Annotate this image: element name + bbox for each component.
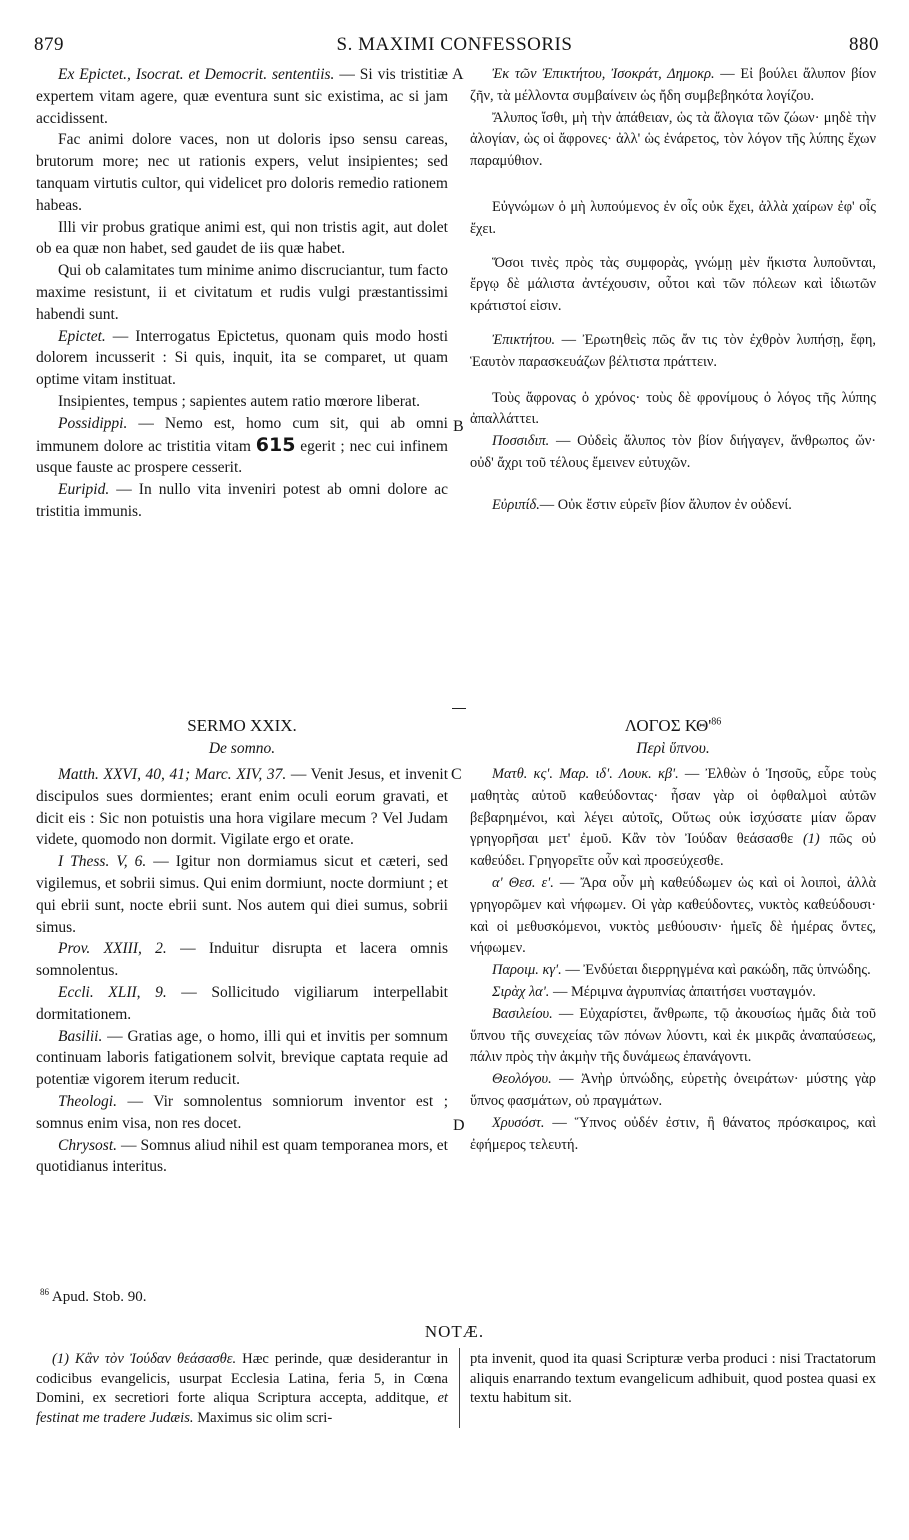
latin-paragraph: Qui ob calamitates tum minime animo discruciantur, tum facto maxime resistunt, ii et civitatum et rudis vulgi præstantissimi habendi sunt. — [36, 262, 448, 323]
latin-paragraph — [36, 64, 448, 129]
column-number: 615 — [255, 433, 296, 456]
note-right-column: pta invenit, quod ita quasi Scripturæ verba produci : nisi Tractatorum aliquis enarrando textum evangelicum adhibuit, quod postea quasi ex textu habitum sit. — [470, 1351, 876, 1406]
margin-mark-a: A — [452, 66, 464, 83]
greek-paragraph — [470, 1113, 876, 1157]
paragraph-text: — Ἄρα οὖν μὴ καθεύδωμεν ὡς καὶ οἱ λοιποὶ, ἀλλὰ γρηγορῶμεν καὶ νήφωμεν. Οἱ γὰρ καθεύδοντες, νυκτὸς καθεύδουσι· καὶ οἱ μεθυσκόμενοι, νυκτὸς μεθύουσιν· ἡμεῖς δὲ ἡμέρας ὄντες, νήφωμεν. — [470, 874, 876, 957]
paragraph-text: — Ἐρωτηθεὶς πῶς ἄν τις τὸν ἐχθρὸν λυπήσῃ, ἔφη, Ἑαυτὸν παρασκευάζων βέλτιστα πράττειν. — [470, 331, 876, 370]
source-label: Prov. XXIII, 2. — [58, 940, 167, 958]
latin-paragraph — [36, 1091, 448, 1135]
latin-paragraph — [36, 1026, 448, 1091]
latin-paragraph: Fac animi dolore vaces, non ut doloris ipso sensu careas, brutorum more; nec ut rationis expers, velut insipientes; sed tanquam virtutis cultor, qui videlicet pro doloris remedio rationem habeas. — [36, 131, 448, 214]
footnote-text: Apud. Stob. 90. — [49, 1289, 147, 1305]
source-label: Θεολόγου. — [492, 1071, 552, 1088]
spacer — [470, 475, 876, 495]
paragraph-text: — Ἐνδύεται διερρηγμένα καὶ ρακώδη, πᾶς ὑπνώδης. — [561, 962, 871, 979]
greek-paragraph: Ὅσοι τινὲς πρὸς τὰς συμφορὰς, γνώμῃ μὲν ἥκιστα λυποῦνται, ἔργῳ δὲ μάλιστα ἀντέχουσιν, οὗτοι καὶ τῶν πόλεων καὶ ἰδιωτῶν κράτιστοί εἰσιν. — [470, 254, 876, 315]
paragraph-text: — In nullo vita inveniri potest ab omni dolore ac tristitia immunis. — [36, 481, 448, 520]
footnote-ref: 86 — [711, 716, 722, 728]
source-label: Ex Epictet., Isocrat. et Democrit. sententiis. — [58, 66, 335, 83]
latin-column-lower — [36, 764, 448, 1178]
paragraph-text: egerit ; nec cui infinem usque fauste ac prospere cesserit. — [36, 437, 448, 477]
paragraph-text: — Sollicitudo vigiliarum interpellabit dormitationem. — [36, 983, 448, 1023]
greek-paragraph — [470, 1069, 876, 1113]
source-label: Βασιλείου. — [492, 1005, 553, 1022]
spacer — [470, 173, 876, 197]
source-label: Ποσσιδιπ. — [492, 433, 550, 450]
paragraph-text: — Induitur disrupta et lacera omnis somnolentus. — [36, 940, 448, 980]
note-left-column — [36, 1350, 448, 1428]
notae-heading: NOTÆ. — [424, 1322, 485, 1341]
source-label: Σιρὰχ λα'. — [492, 983, 550, 1000]
note-text: Maximus sic olim scri- — [193, 1409, 333, 1426]
greek-paragraph: Ἄλυπος ἴσθι, μὴ τὴν ἀπάθειαν, ὡς τὰ ἄλογια τῶν ζώων· μηδὲ τὴν ἀλογίαν, ὡς οἱ ἄφρονες· ἀλλ' ὡς ἐνάρετος, τὸν λόγον τῆς λύπης ἔχων παραμύθιον. — [470, 109, 876, 170]
paragraph-text: — Οὐδεὶς ἄλυπος τὸν βίον διήγαγεν, ἄνθρωπος ὤν· οὐδ' ἄχρι τοῦ τέλους ἔμεινεν εὐτυχῶν. — [470, 433, 876, 471]
logos-title-text: ΛΟΓΟΣ ΚΘ' — [624, 716, 712, 735]
greek-paragraph — [470, 960, 876, 982]
note-ref: (1) — [802, 831, 820, 848]
greek-paragraph — [470, 64, 876, 108]
greek-column-upper — [470, 64, 876, 517]
greek-paragraph — [470, 982, 876, 1004]
paragraph-text: — Εὐχαρίστει, ἄνθρωπε, τῷ ἀκουσίως ἡμᾶς διὰ τοῦ ὕπνου τῆς συνεχείας τῶν πόνων λύοντι, καὶ ἐκ μικρᾶς ἀναπαύσεως, πάλιν πρὸς τὴν ἀκμὴν τῆς δυνάμεως ἐπανάγοντι. — [470, 1005, 876, 1066]
source-label: Εὐριπίδ. — [492, 496, 540, 513]
greek-paragraph — [470, 764, 876, 873]
source-label: Χρυσόστ. — [492, 1114, 545, 1131]
source-label: I Thess. V, 6. — [58, 853, 147, 871]
greek-column-lower — [470, 764, 876, 1156]
margin-mark-d: D — [453, 1117, 465, 1134]
latin-paragraph — [36, 1135, 448, 1179]
source-label: Epictet. — [58, 327, 106, 345]
latin-paragraph — [36, 938, 448, 982]
source-label: Possidippi. — [58, 414, 128, 432]
note-number: (1) — [52, 1351, 70, 1367]
greek-paragraph — [470, 1004, 876, 1069]
source-label: Ματθ. κς'. Μαρ. ιδ'. Λουκ. κβ'. — [492, 766, 679, 782]
latin-column-upper — [36, 64, 448, 523]
paragraph-text: — Μέριμνα ἀγρυπνίας ἀπαιτήσει νυσταγμόν. — [549, 983, 816, 1000]
paragraph-text: — Venit Jesus, et invenit discipulos sues dormientes; erant enim oculi eorum gravati, et dicit eis : Sic non potuistis una hora vigilare mecum ? Vel Judam videte, quomodo non dormit. Vigilate ergo et orate. — [36, 766, 448, 849]
source-label: Ἐπικτήτου. — [492, 331, 556, 348]
paragraph-text: — Vir somnolentus somniorum inventor est ; somnus enim visa, non res docet. — [36, 1092, 448, 1132]
source-label: Theologi. — [58, 1092, 117, 1110]
source-label: Euripid. — [58, 481, 110, 499]
notes-column-divider — [459, 1348, 460, 1428]
source-label: Basilii. — [58, 1027, 103, 1045]
greek-paragraph — [470, 495, 876, 517]
greek-paragraph: Τοὺς ἄφρονας ὁ χρόνος· τοὺς δὲ φρονίμους ὁ λόγος τῆς λύπης ἀπαλλάττει. — [470, 389, 876, 428]
latin-paragraph — [36, 413, 448, 479]
footnote-marker: 86 — [40, 1287, 49, 1297]
latin-paragraph — [36, 764, 448, 851]
paragraph-text: — Interrogatus Epictetus, quonam quis modo hosti dolorem incusserit : Si quis, inquit, ita se comparet, ut quam optime vitam instituat. — [36, 327, 448, 389]
column-divider-rule — [452, 708, 466, 709]
spacer — [470, 318, 876, 330]
paragraph-text: — Ὕπνος οὐδέν ἐστιν, ἢ θάνατος πρόσκαιρος, καὶ ἐφήμερος τελευτή. — [470, 1114, 876, 1153]
greek-paragraph — [470, 873, 876, 960]
latin-paragraph — [36, 851, 448, 938]
paragraph-text: πῶς οὐ καθεύδει. Γρηγορεῖτε οὖν καὶ προσεύχεσθε. — [470, 831, 876, 870]
latin-paragraph — [36, 982, 448, 1026]
source-label: Παροιμ. κγ'. — [492, 962, 562, 979]
latin-paragraph — [36, 326, 448, 391]
paragraph-text: — Ἀνὴρ ὑπνώδης, εὑρετὴς ὀνειράτων· μύστης γὰρ ὕπνος φασμάτων, οὐ πραγμάτων. — [470, 1071, 876, 1109]
latin-paragraph: Insipientes, tempus ; sapientes autem ratio mœrore liberat. — [58, 392, 420, 410]
paragraph-text: — Ἐλθὼν ὁ Ἰησοῦς, εὗρε τοὺς μαθητὰς αὐτοῦ καθεύδοντας· ἦσαν γὰρ οἱ ὀφθαλμοὶ αὐτῶν βεβαρημένοι, καὶ λέγει αὐτοῖς, Οὕτως οὐκ ἰσχύσατε μίαν ὥραν γρηγορῆσαι μετ' ἐμοῦ. Κἂν τὸν Ἰούδαν θεάσασθε — [470, 766, 876, 848]
greek-paragraph — [470, 431, 876, 475]
paragraph-text: — Si vis tristitiæ expertem vitam agere, quæ eventura sunt sic existima, ac si jam accidissent. — [36, 66, 448, 127]
note-text: Hæc perinde, quæ desiderantur in codicibus evangelicis, usurpat Ecclesia Latina, feria 5, in Cœna Domini, ex secretiori forte aliqua Scriptura accepta, additque, — [36, 1351, 448, 1406]
paragraph-text: — Οὐκ ἔστιν εὑρεῖν βίον ἄλυπον ἐν οὐδενί. — [539, 496, 792, 513]
source-label: Chrysost. — [58, 1136, 117, 1154]
spacer — [470, 241, 876, 253]
sermo-heading: SERMO XXIX. — [187, 716, 297, 735]
paragraph-text: — Nemo est, homo cum sit, qui ab omni immunem dolore ac tristitia vitam — [36, 414, 448, 455]
paragraph-text: — Igitur non dormiamus sicut et cæteri, sed vigilemus, et sobrii simus. Qui enim dormiunt, nocte dormiunt ; et qui ebrii sunt, nocte ebrii sunt. Nos autem qui diei sumus, sobrii simus. — [36, 853, 448, 936]
logos-subtitle: Περὶ ὕπνου. — [636, 740, 710, 757]
note-lemma: Κἂν τὸν Ἰούδαν θεάσασθε. — [69, 1351, 237, 1367]
logos-heading — [470, 716, 876, 736]
note-quote: et festinat me tradere Judæis. — [36, 1390, 448, 1426]
source-label: α' Θεσ. ε'. — [492, 874, 554, 891]
margin-mark-b: B — [453, 418, 464, 435]
page-number-left: 879 — [34, 34, 64, 55]
paragraph-text: — Somnus aliud nihil est quam temporanea mors, et quotidianus interitus. — [36, 1136, 448, 1176]
source-label: Matth. XXVI, 40, 41; Marc. XIV, 37. — [58, 766, 287, 783]
paragraph-text: — Gratias age, o homo, illi qui et invitis per somnum continuam laboris fatigationem solvit, brevique captata requie ad potentiæ vigorem iterum reducit. — [36, 1027, 448, 1089]
spacer — [470, 374, 876, 388]
page-number-right: 880 — [849, 34, 879, 55]
paragraph-text: — Εἰ βούλει ἄλυπον βίον ζῆν, τὰ μέλλοντα συμβαίνειν ὡς ἤδη συμβεβηκότα λογίζου. — [470, 66, 876, 104]
greek-paragraph: Εὐγνώμων ὁ μὴ λυπούμενος ἐν οἷς οὐκ ἔχει, ἀλλὰ χαίρων ἐφ' οἷς ἔχει. — [470, 198, 876, 237]
margin-mark-c: C — [451, 766, 462, 783]
source-label: Ἐκ τῶν Ἐπικτήτου, Ἰσοκράτ, Δημοκρ. — [492, 66, 715, 82]
greek-paragraph — [470, 330, 876, 374]
running-title: S. MAXIMI CONFESSORIS — [336, 34, 573, 55]
sermo-subtitle: De somno. — [208, 740, 276, 757]
source-label: Eccli. XLII, 9. — [58, 983, 167, 1001]
latin-paragraph — [36, 479, 448, 523]
latin-paragraph: Illi vir probus gratique animi est, qui non tristis agit, aut dolet ob ea quæ non habet, sed gaudet de iis quæ habet. — [36, 218, 448, 258]
footnote — [40, 1287, 147, 1306]
